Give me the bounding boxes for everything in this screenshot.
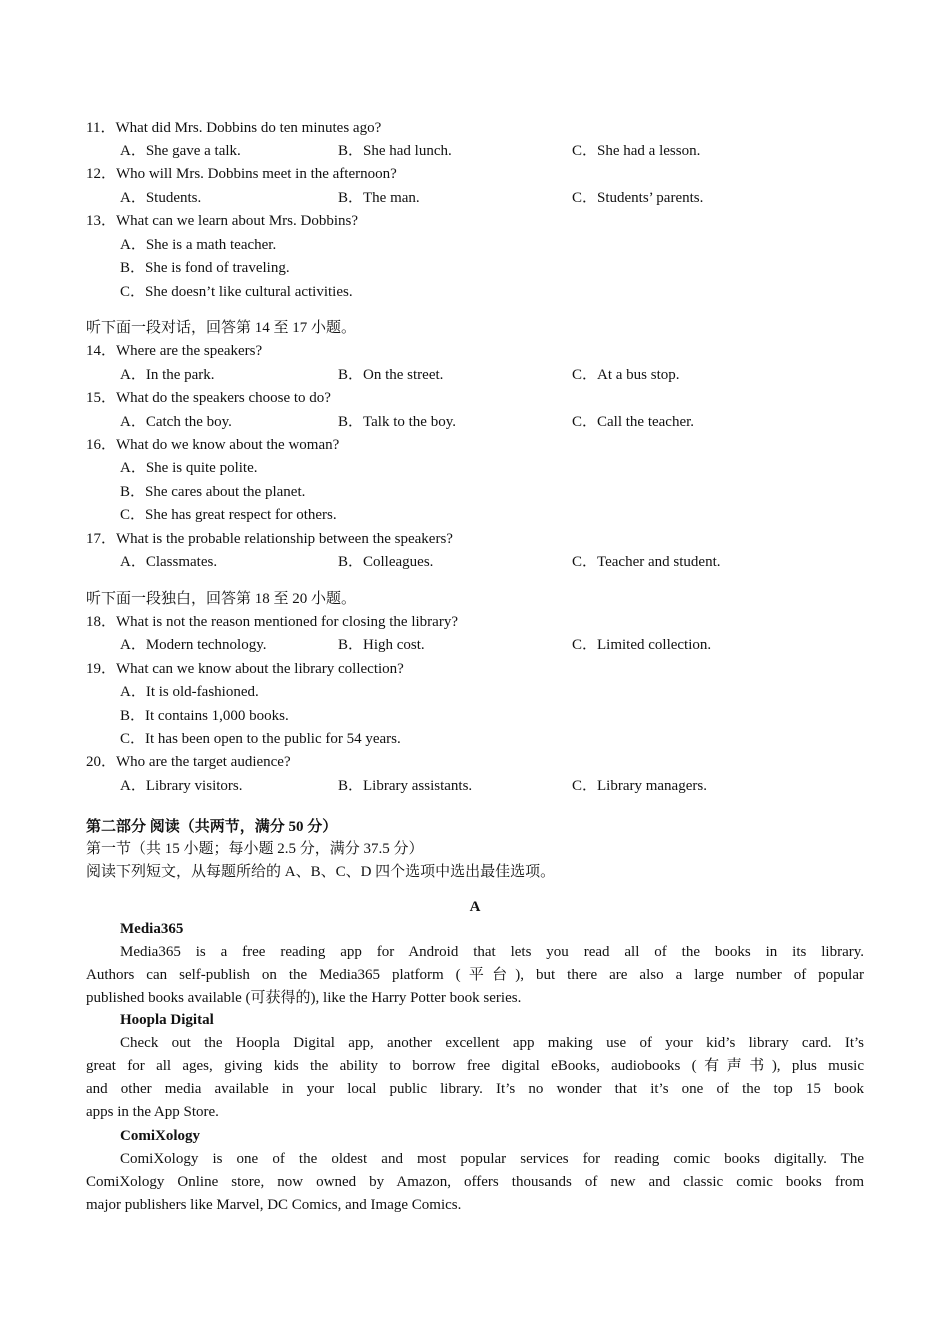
paragraph-hoopla-digital [86, 1032, 864, 1124]
question-17-option-b: B．Colleagues. [338, 554, 434, 570]
question-19-option-c: C．It has been open to the public for 54 years. [120, 731, 401, 747]
question-15-option-b: B．Talk to the boy. [338, 414, 456, 430]
question-11-option-c: C．She had a lesson. [572, 143, 701, 159]
question-16-option-a: A．She is quite polite. [120, 460, 258, 476]
question-16-option-b: B．She cares about the planet. [120, 484, 306, 500]
question-19-stem: 19．What can we know about the library collection? [86, 661, 404, 677]
part2-title: 第二部分 阅读（共两节，满分 50 分） [86, 819, 338, 835]
part2-directions: 阅读下列短文，从每题所给的 A、B、C、D 四个选项中选出最佳选项。 [86, 864, 556, 880]
paragraph-line: major publishers like Marvel, DC Comics, and Image Comics. [86, 1197, 462, 1213]
question-12-option-a: A．Students. [120, 190, 202, 206]
question-11-option-b: B．She had lunch. [338, 143, 452, 159]
question-14-option-a: A．In the park. [120, 367, 215, 383]
paragraph-line: Authors can self-publish on the Media365 platform (平台), but there are also a large number of popular [86, 967, 864, 983]
paragraph-line: Check out the Hoopla Digital app, another excellent app making use of your kid’s library card. It’s [120, 1035, 864, 1051]
question-13-option-a: A．She is a math teacher. [120, 237, 277, 253]
question-18-stem: 18．What is not the reason mentioned for closing the library? [86, 614, 458, 630]
question-18-option-c: C．Limited collection. [572, 637, 712, 653]
question-17-option-a: A．Classmates. [120, 554, 218, 570]
monologue-instruction: 听下面一段独白，回答第 18 至 20 小题。 [86, 591, 357, 607]
question-16-option-c: C．She has great respect for others. [120, 507, 337, 523]
question-20-stem: 20．Who are the target audience? [86, 754, 291, 770]
question-20-option-a: A．Library visitors. [120, 778, 243, 794]
app-title-comixology: ComiXology [120, 1128, 200, 1144]
app-title-media365: Media365 [120, 921, 184, 937]
question-15-option-c: C．Call the teacher. [572, 414, 695, 430]
app-title-hoopla-digital: Hoopla Digital [120, 1012, 214, 1028]
question-13-option-c: C．She doesn’t like cultural activities. [120, 284, 353, 300]
dialogue-instruction: 听下面一段对话，回答第 14 至 17 小题。 [86, 320, 357, 336]
paragraph-line: ComiXology Online store, now owned by Amazon, offers thousands of new and classic comic books from [86, 1174, 864, 1190]
part2-section1: 第一节（共 15 小题；每小题 2.5 分，满分 37.5 分） [86, 841, 424, 857]
paragraph-media365 [86, 941, 864, 1010]
paragraph-line: and other media available in your local public library. It’s no wonder that it’s one of the top 15 book [86, 1081, 864, 1097]
question-12-option-c: C．Students’ parents. [572, 190, 704, 206]
question-12-option-b: B．The man. [338, 190, 420, 206]
passage-a-label: A [469, 899, 481, 915]
question-18-option-b: B．High cost. [338, 637, 425, 653]
question-15-stem: 15．What do the speakers choose to do? [86, 390, 331, 406]
question-20-option-b: B．Library assistants. [338, 778, 473, 794]
question-18-option-a: A．Modern technology. [120, 637, 267, 653]
paragraph-line: Media365 is a free reading app for Android that lets you read all of the books in its library. [120, 944, 864, 960]
question-14-option-b: B．On the street. [338, 367, 444, 383]
question-12-stem: 12．Who will Mrs. Dobbins meet in the afternoon? [86, 166, 397, 182]
question-17-stem: 17．What is the probable relationship between the speakers? [86, 531, 453, 547]
question-17-option-c: C．Teacher and student. [572, 554, 721, 570]
question-14-stem: 14．Where are the speakers? [86, 343, 263, 359]
question-19-option-b: B．It contains 1,000 books. [120, 708, 289, 724]
question-14-option-c: C．At a bus stop. [572, 367, 680, 383]
paragraph-line: ComiXology is one of the oldest and most popular services for reading comic books digitally. The [120, 1151, 864, 1167]
question-16-stem: 16．What do we know about the woman? [86, 437, 340, 453]
paragraph-line: apps in the App Store. [86, 1104, 219, 1120]
question-13-stem: 13．What can we learn about Mrs. Dobbins? [86, 213, 359, 229]
question-11-stem: 11．What did Mrs. Dobbins do ten minutes ago? [86, 120, 382, 136]
question-13-option-b: B．She is fond of traveling. [120, 260, 290, 276]
question-20-option-c: C．Library managers. [572, 778, 707, 794]
question-15-option-a: A．Catch the boy. [120, 414, 232, 430]
question-11-option-a: A．She gave a talk. [120, 143, 241, 159]
paragraph-comixology [86, 1148, 864, 1217]
paragraph-line: published books available (可获得的), like the Harry Potter book series. [86, 990, 522, 1006]
paragraph-line: great for all ages, giving kids the ability to borrow free digital eBooks, audiobooks (有声书), plus music [86, 1058, 864, 1074]
question-19-option-a: A．It is old-fashioned. [120, 684, 259, 700]
